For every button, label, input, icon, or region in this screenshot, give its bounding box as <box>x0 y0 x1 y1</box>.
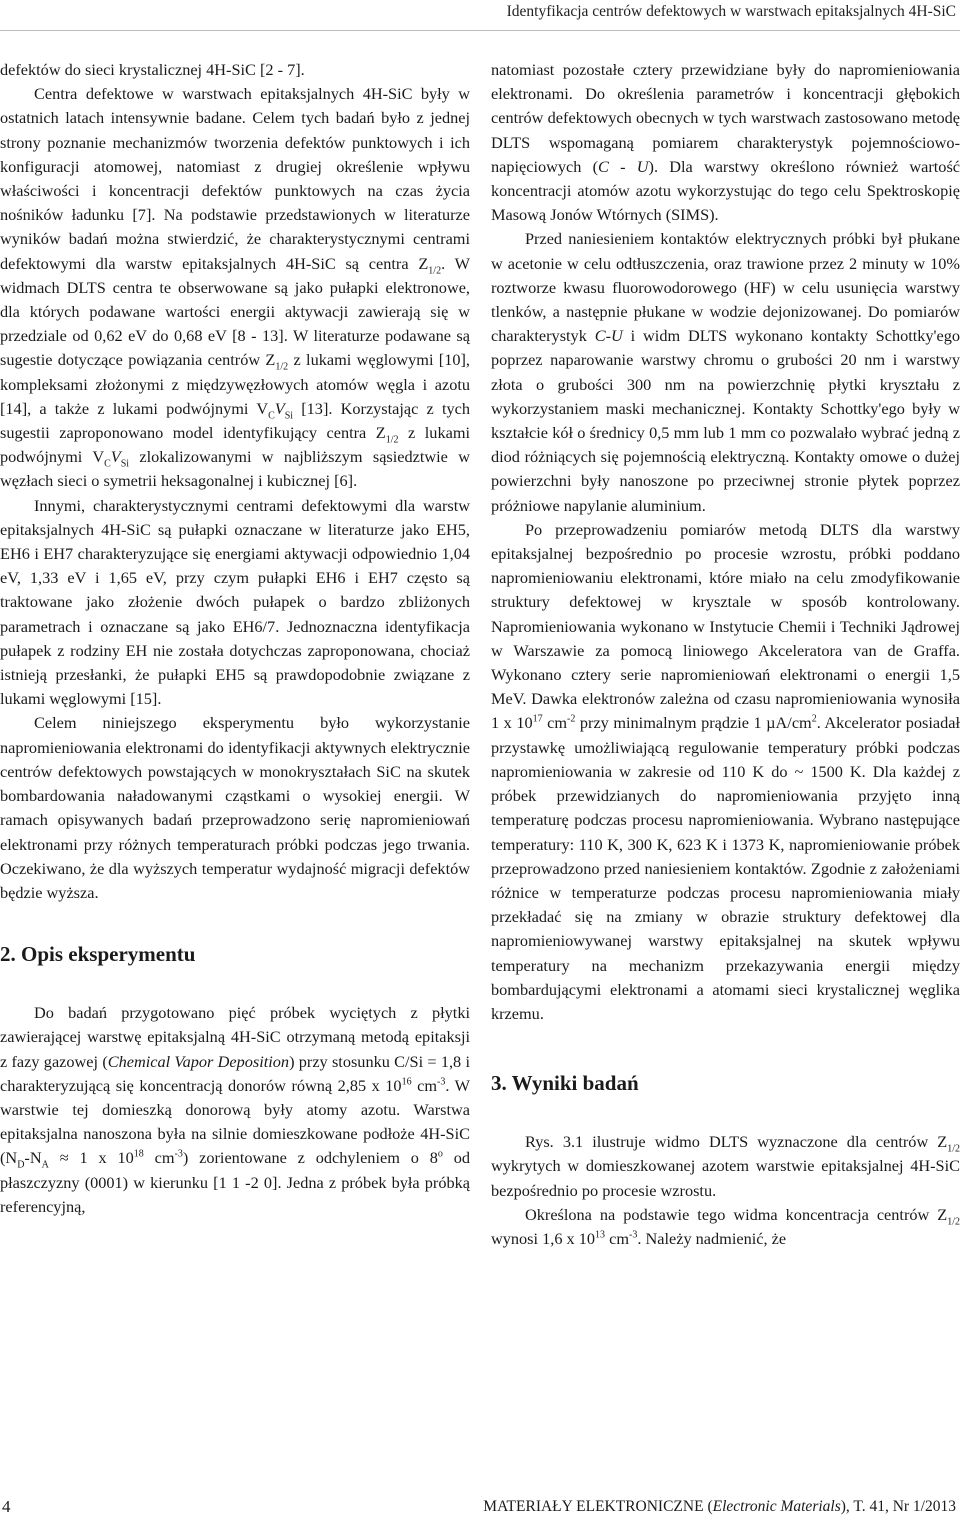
right-column <box>491 58 960 1251</box>
paragraph: Określona na podstawie tego widma koncentracja centrów $Z_{1/2}$ wynosi 1,6 x $10^{13}$ $cm^{-3}$. Należy nadmienić, że <box>491 1204 960 1248</box>
journal-footer: MATERIAŁY ELEKTRONICZNE (Electronic Materials), T. 41, Nr 1/2013 <box>483 1498 956 1515</box>
paragraph: natomiast pozostałe cztery przewidziane były do napromieniowania elektronami. Do określenia parametrów i koncentracji głębokich centrów defektowych obecnych w tych warstwach zastosowano metodę DLTS wspomaganą pomiarem charakterystyk pojemnościowo-napięciowych (C - U). Dla warstwy określono również wartość koncentracji atomów azotu wykorzystując do tego celu Spektroskopię Masową Jonów Wtórnych (SIMS). <box>491 60 960 225</box>
paragraph: defektów do sieci krystalicznej 4H-SiC [2 - 7]. <box>0 60 305 79</box>
page-number: 4 <box>2 1497 11 1516</box>
paragraph: Rys. 3.1 ilustruje widmo DLTS wyznaczone dla centrów $Z_{1/2}$ wykrytych w domieszkowanej azotem warstwie epitaksjalnej 4H-SiC bezpośrednio po procesie wzrostu. <box>491 1132 960 1200</box>
header-rule <box>0 30 960 31</box>
paragraph: Celem niniejszego eksperymentu było wykorzystanie napromieniowania elektronami do identyfikacji aktywnych elektrycznie centrów defektowych powstających w monokryształach SiC na skutek bombardowania naładowanymi cząstkami o wysokiej energii. W ramach opisywanych badań przeprowadzono serię napromieniowań elektronami przy różnych temperaturach próbki podczas jego trwania. Oczekiwano, że dla wyższych temperatur wydajność migracji defektów będzie wyższa. <box>0 713 470 902</box>
left-column <box>0 58 470 1219</box>
paragraph: Do badań przygotowano pięć próbek wyciętych z płytki zawierającej warstwę epitaksjalną 4H-SiC otrzymaną metodą epitaksji z fazy gazowej (Chemical Vapor Deposition) przy stosunku C/Si = 1,8 i charakteryzującą się koncentracją donorów równą 2,85 x $10^{16}$ $cm^{-3}$. W warstwie tej domieszką donorową były atomy azotu. Warstwa epitaksjalna nanoszona była na silnie domieszkowane podłoże 4H-SiC ($N_D-N_A \approx 1$ x $10^{18}$ $cm^{-3}$) zorientowane z odchyleniem o 8$^o$ od płaszczyzny (0001) w kierunku [1 1 -2 0]. Jedna z próbek była próbką referencyjną, <box>0 1003 470 1216</box>
paragraph: Centra defektowe w warstwach epitaksjalnych 4H-SiC były w ostatnich latach intensywnie badane. Celem tych badań było z jednej strony poznanie mechanizmów tworzenia defektów punktowych i ich konfiguracji atomowej, natomiast z drugiej określenie wpływu właściwości i koncentracji defektów punktowych na czas życia nośników ładunku [7]. Na podstawie przedstawionych w literaturze wyników badań można stwierdzić, że charakterystycznymi centrami defektowymi dla warstw epitaksjalnych 4H-SiC są centra $Z_{1/2}$. W widmach DLTS centra te obserwowane są jako pułapki elektronowe, dla których podawane wartości energii aktywacji zawierają się w przedziale od 0,62 eV do 0,68 eV [8 - 13]. W literaturze podawane są sugestie dotyczące powiązania centrów $Z_{1/2}$ z lukami węglowymi [10], kompleksami złożonymi z międzywęzłowych atomów węgla i azotu [14], a także z lukami podwójnymi $V_CV_{Si}$ [13]. Korzystając z tych sugestii zaproponowano model identyfikujący centra $Z_{1/2}$ z lukami podwójnymi $V_CV_{Si}$ zlokalizowanymi w najbliższym sąsiedztwie w węzłach sieci o symetrii heksagonalnej i kubicznej [6]. <box>0 84 471 491</box>
running-header: Identyfikacja centrów defektowych w warstwach epitaksjalnych 4H-SiC <box>506 3 956 20</box>
section-heading: 3. Wyniki badań <box>491 1071 639 1096</box>
section-heading: 2. Opis eksperymentu <box>0 942 196 967</box>
paragraph: Po przeprowadzeniu pomiarów metodą DLTS dla warstwy epitaksjalnej bezpośrednio po procesie wzrostu, próbki poddano napromieniowaniu elektronami, które miało na celu zmodyfikowanie struktury defektowej w krysztale w sposób kontrolowany. Napromieniowania wykonano w Instytucie Chemii i Techniki Jądrowej w Warszawie za pomocą liniowego Akceleratora van de Graffa. Wykonano cztery serie napromieniowań elektronami o energii 1,5 MeV. Dawka elektronów zależna od czasu napromieniowania wynosiła 1 x $10^{17}$ $cm^{-2}$ przy minimalnym prądzie 1 $\mu A/cm^2$. Akcelerator posiadał przystawkę umożliwiającą regulowanie temperatury próbki podczas napromieniowania w zakresie od 110 K do ~ 1500 K. Dla każdej z próbek przewidzianych do napromieniowania przyjęto inną temperaturę podczas procesu napromieniowania. Wybrano następujące temperatury: 110 K, 300 K, 623 K i 1373 K, napromieniowanie próbek przeprowadzono przed naniesieniem kontaktów. Zgodnie z założeniami różnice w temperaturze podczas procesu napromieniowania miały przekładać się na zmiany w obrazie struktury defektowej dla napromieniowywanej warstwy epitaksjalnej na skutek wpływu temperatury na mechanizm przekazywania energii między bombardującymi elektronami a atomami sieci krystalicznej węglika krzemu. <box>491 519 960 1023</box>
paragraph: Innymi, charakterystycznymi centrami defektowymi dla warstw epitaksjalnych 4H-SiC są pułapki oznaczane w literaturze jako EH5, EH6 i EH7 charakteryzujące się energiami aktywacji odpowiednio 1,04 eV, 1,33 eV i 1,65 eV, przy czym pułapki EH6 i EH7 często są traktowane jako złożenie dwóch pułapek o bardzo zbliżonych parametrach i oznaczane są jako EH6/7. Jednoznaczna identyfikacja pułapek z rodziny EH nie została dotychczas zaproponowana, chociaż istnieją przesłanki, że pułapki EH5 są prawdopodobnie związane z lukami węglowymi [15]. <box>0 495 470 709</box>
paragraph: Przed naniesieniem kontaktów elektrycznych próbki był płukane w acetonie w celu odtłuszczenia, oraz trawione przez 2 minuty w 10% roztworze kwasu fluorowodorowego (HF) w celu usunięcia warstwy tlenków, a następnie płukane w wodzie dejonizowanej. Do pomiarów charakterystyk C-U i widm DLTS wykonano kontakty Schottky'ego poprzez naparowanie warstwy chromu o grubości 20 nm i warstwy złota o grubości 300 nm na powierzchnię płytki kryształu z wykorzystaniem maski mechanicznej. Kontakty Schottky'ego były w kształcie kół o średnicy 0,5 mm lub 1 mm co pozwalało wybrać jedną z diod różniących się pojemnością elektryczną. Kontakty omowe o dużej powierzchni były nanoszone po przeciwnej stronie płytek poprzez próżniowe napylanie aluminium. <box>491 229 960 515</box>
